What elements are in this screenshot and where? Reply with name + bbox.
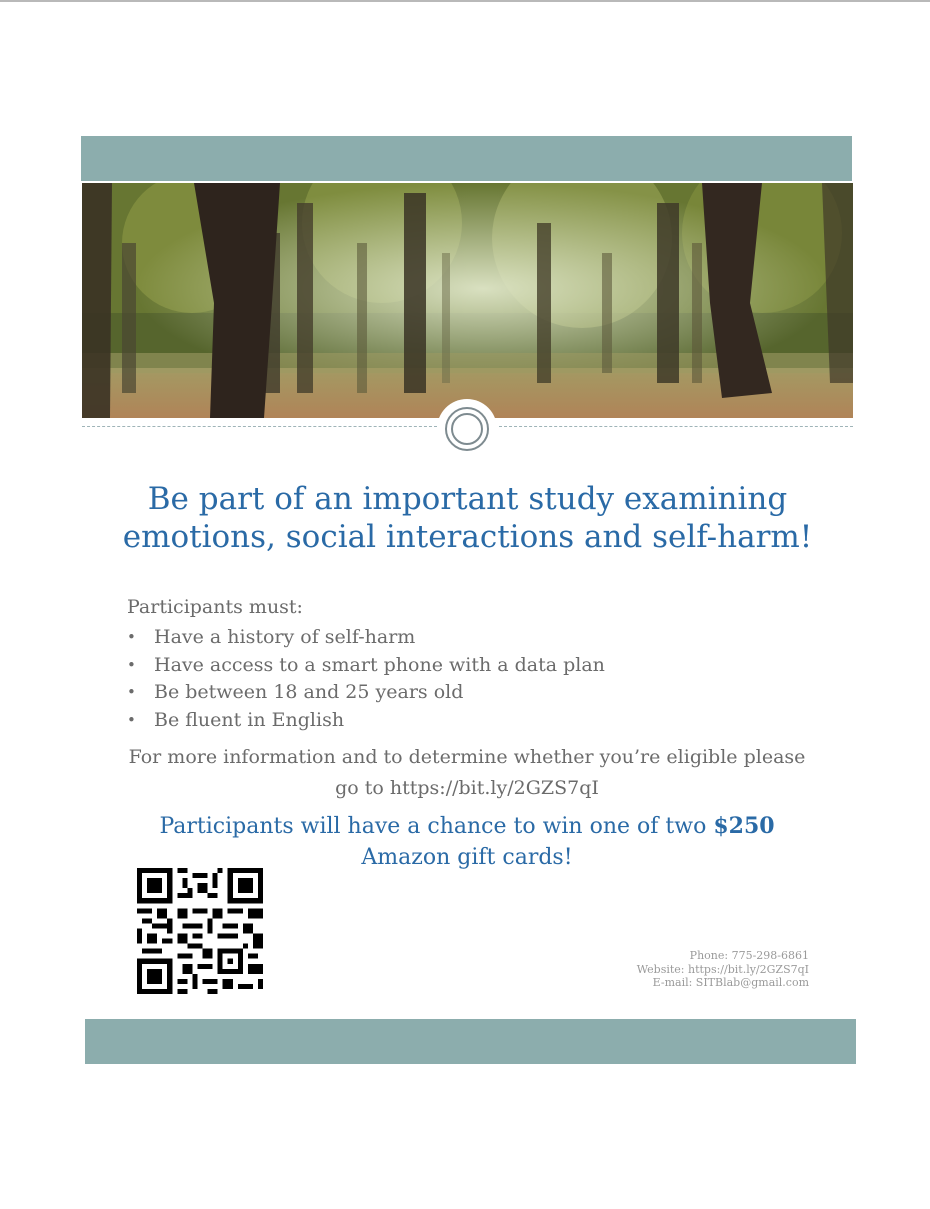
headline-line-1: Be part of an important study examining <box>147 481 788 517</box>
contact-website[interactable]: Website: https://bit.ly/2GZS7qI <box>636 962 809 976</box>
contact-email[interactable]: E-mail: SITBlab@gmail.com <box>652 976 809 989</box>
headline-line-2: emotions, social interactions and self-harm! <box>122 519 813 555</box>
contact-block <box>560 949 809 990</box>
prize-text <box>120 811 814 873</box>
criteria-item: • Have a history of self-harm <box>127 624 605 652</box>
page-top-rule <box>0 0 930 2</box>
qr-code-icon[interactable] <box>137 868 263 994</box>
divider-right <box>499 426 853 427</box>
prize-line-2: Amazon gift cards! <box>361 845 573 870</box>
forest-photo-illustration <box>82 183 853 418</box>
forest-photo <box>82 183 853 418</box>
criteria-item: • Be fluent in English <box>127 707 605 735</box>
medallion-circle-icon <box>437 399 497 459</box>
headline <box>80 480 855 556</box>
info-line-1: For more information and to determine whether you’re eligible please <box>128 746 806 768</box>
info-text <box>120 742 814 804</box>
info-line-2[interactable]: go to https://bit.ly/2GZS7qI <box>335 777 599 799</box>
criteria-list <box>127 624 605 734</box>
header-band <box>81 136 852 181</box>
footer-band <box>85 1019 856 1064</box>
criteria-item: • Be between 18 and 25 years old <box>127 679 605 707</box>
contact-phone: Phone: 775-298-6861 <box>689 949 809 962</box>
divider-left <box>82 426 437 427</box>
criteria-label: Participants must: <box>127 596 303 618</box>
prize-amount: $250 <box>713 813 775 839</box>
criteria-item: • Have access to a smart phone with a data plan <box>127 652 605 680</box>
prize-line-1: Participants will have a chance to win one of two <box>159 814 707 839</box>
medallion-inner-ring <box>451 413 483 445</box>
